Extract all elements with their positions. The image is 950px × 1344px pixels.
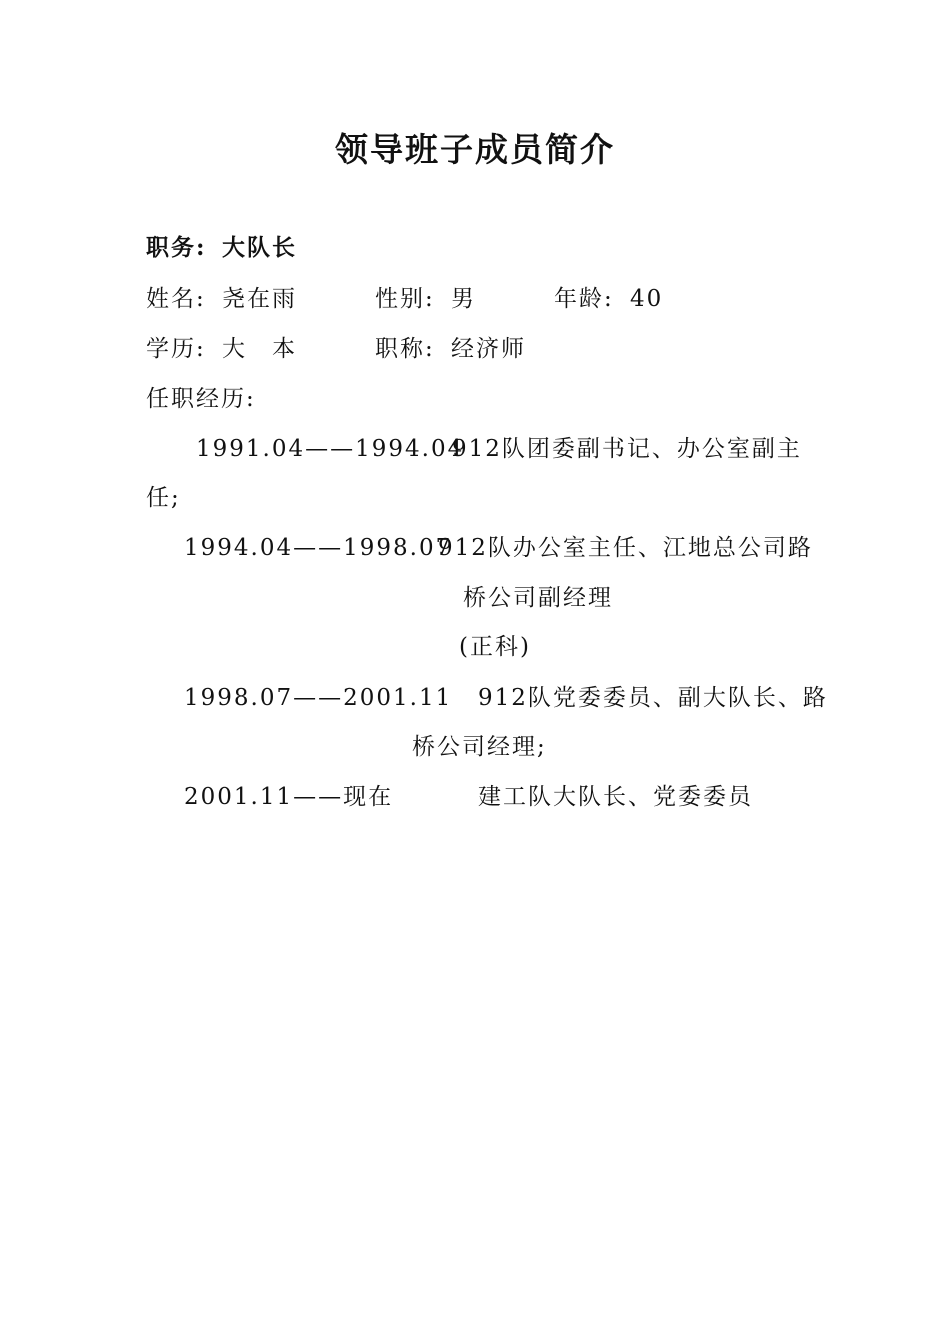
history-period: 2001.11——现在 (184, 784, 394, 810)
history-period: 1991.04——1994.04 (196, 436, 465, 462)
position-value: 大队长 (222, 234, 297, 261)
professional-title-label: 职称: (375, 336, 435, 362)
position-label: 职务: (146, 234, 207, 261)
history-description-note: (正科) (459, 634, 531, 660)
education-value: 大 本 (222, 336, 297, 362)
age-label: 年龄: (554, 286, 614, 312)
history-heading: 任职经历: (146, 386, 256, 412)
history-description: 建工队大队长、党委委员 (478, 784, 753, 810)
age-value: 40 (630, 286, 664, 312)
gender-value: 男 (451, 286, 476, 312)
history-description-continued: 桥公司副经理 (463, 585, 613, 611)
history-description-continued: 桥公司经理; (412, 734, 547, 760)
professional-title-value: 经济师 (451, 336, 526, 362)
history-description: 912队办公室主任、江地总公司路 (438, 535, 813, 561)
history-description-continued: 任; (146, 485, 181, 511)
page-title: 领导班子成员简介 (335, 130, 615, 169)
history-description: 912队党委委员、副大队长、路 (478, 685, 828, 711)
name-label: 姓名: (146, 286, 206, 312)
education-label: 学历: (146, 336, 206, 362)
name-value: 尧在雨 (222, 286, 297, 312)
history-description: 912队团委副书记、办公室副主 (452, 436, 802, 462)
history-period: 1998.07——2001.11 (184, 685, 453, 711)
history-period: 1994.04——1998.07 (184, 535, 453, 561)
gender-label: 性别: (375, 286, 435, 312)
